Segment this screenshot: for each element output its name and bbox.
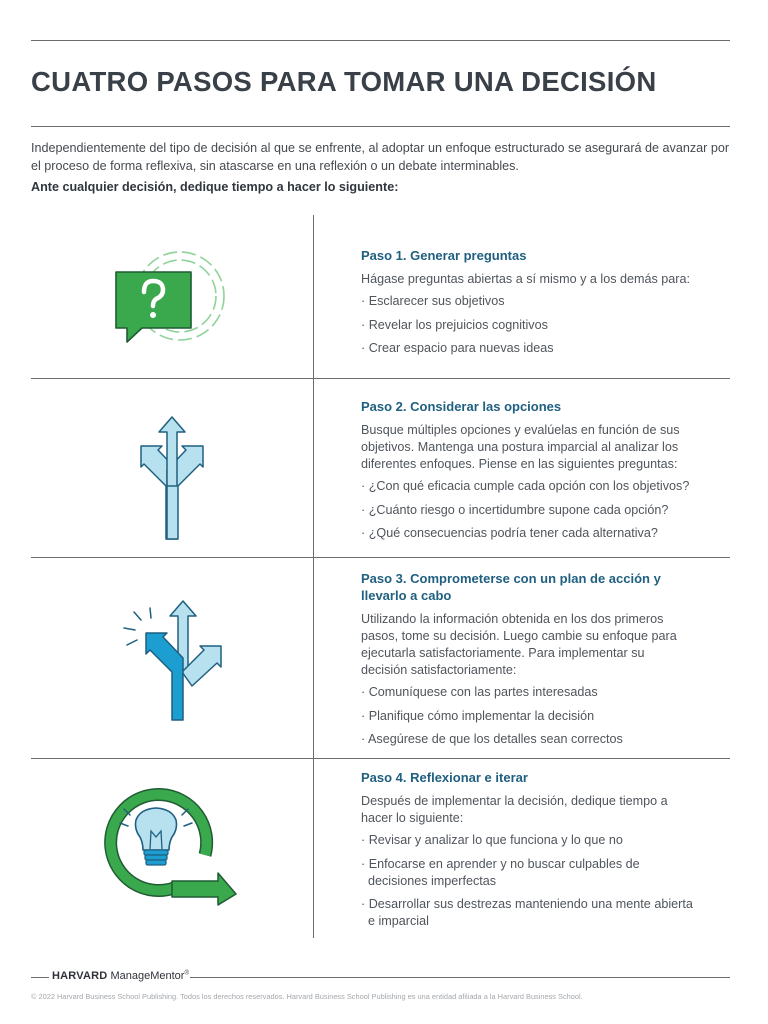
column-divider <box>313 215 314 938</box>
list-item: · Comuníquese con las partes interesadas <box>361 684 691 701</box>
step-3-heading: Paso 3. Comprometerse con un plan de acción y llevarlo a cabo <box>361 571 661 603</box>
brand-logo <box>52 970 189 982</box>
step-1-body: Hágase preguntas abiertas a sí mismo y a los demás para: <box>361 272 690 286</box>
list-item: · Enfocarse en aprender y no buscar culpables de decisiones imperfectas <box>361 856 653 890</box>
list-item: · Crear espacio para nuevas ideas <box>361 340 706 357</box>
title-rule <box>31 126 730 127</box>
step-1 <box>361 247 706 364</box>
footer-rule <box>190 977 730 978</box>
step-4-bullets <box>361 832 699 930</box>
brand-bold: HARVARD <box>52 970 108 982</box>
step-2-bullets <box>361 478 706 542</box>
three-way-arrows-icon <box>122 412 222 544</box>
step-2-heading: Paso 2. Considerar las opciones <box>361 399 562 414</box>
list-item: · ¿Con qué eficacia cumple cada opción con los objetivos? <box>361 478 706 495</box>
intro-paragraph: Independientemente del tipo de decisión al que se enfrente, al adoptar un enfoque estructurado se asegurará de avanzar por el proceso de forma reflexiva, sin atascarse en una reflexión o un debate interminables. <box>31 141 730 173</box>
step-4-heading: Paso 4. Reflexionar e iterar <box>361 770 528 785</box>
list-item: · ¿Qué consecuencias podría tener cada alternativa? <box>361 525 706 542</box>
step-2 <box>361 398 706 549</box>
row-divider-2 <box>31 557 730 558</box>
list-item: · Esclarecer sus objetivos <box>361 293 706 310</box>
step-3-bullets <box>361 684 691 748</box>
step-1-bullets <box>361 293 706 357</box>
copyright-notice: © 2022 Harvard Business School Publishing. Todos los derechos reservados. Harvard Business School Publishing es una entidad afiliada a la Harvard Business School. <box>31 992 583 1001</box>
step-3-body: Utilizando la información obtenida en los dos primeros pasos, tome su decisión. Luego cambie su enfoque para ejecutarla satisfactoriamente. Para implementar su decisión satisfactoriamente: <box>361 612 677 677</box>
list-item: · ¿Cuánto riesgo o incertidumbre supone cada opción? <box>361 502 706 519</box>
list-item: · Asegúrese de que los detalles sean correctos <box>361 731 691 748</box>
chosen-path-arrow-icon <box>118 598 228 724</box>
step-2-body: Busque múltiples opciones y evalúelas en función de sus objetivos. Mantenga una postura imparcial al analizar los diferentes enfoques. Piense en las siguientes preguntas: <box>361 423 680 471</box>
lead-sentence: Ante cualquier decisión, dedique tiempo a hacer lo siguiente: <box>31 180 399 194</box>
question-speech-bubble-icon <box>108 246 233 356</box>
row-divider-1 <box>31 378 730 379</box>
step-3 <box>361 570 691 755</box>
top-rule <box>31 40 730 41</box>
list-item: · Planifique cómo implementar la decisión <box>361 708 691 725</box>
list-item: · Desarrollar sus destrezas manteniendo una mente abierta e imparcial <box>361 896 699 930</box>
page-title: CUATRO PASOS PARA TOMAR UNA DECISIÓN <box>31 66 657 97</box>
lightbulb-loop-icon <box>100 785 240 910</box>
step-4 <box>361 769 699 937</box>
step-4-body: Después de implementar la decisión, dedique tiempo a hacer lo siguiente: <box>361 794 668 825</box>
row-divider-3 <box>31 758 730 759</box>
brand-mark: ® <box>184 970 189 977</box>
brand-rest: ManageMentor <box>107 970 185 982</box>
footer-dash <box>31 977 49 978</box>
list-item: · Revisar y analizar lo que funciona y lo que no <box>361 832 699 849</box>
step-1-heading: Paso 1. Generar preguntas <box>361 248 527 263</box>
list-item: · Revelar los prejuicios cognitivos <box>361 317 706 334</box>
